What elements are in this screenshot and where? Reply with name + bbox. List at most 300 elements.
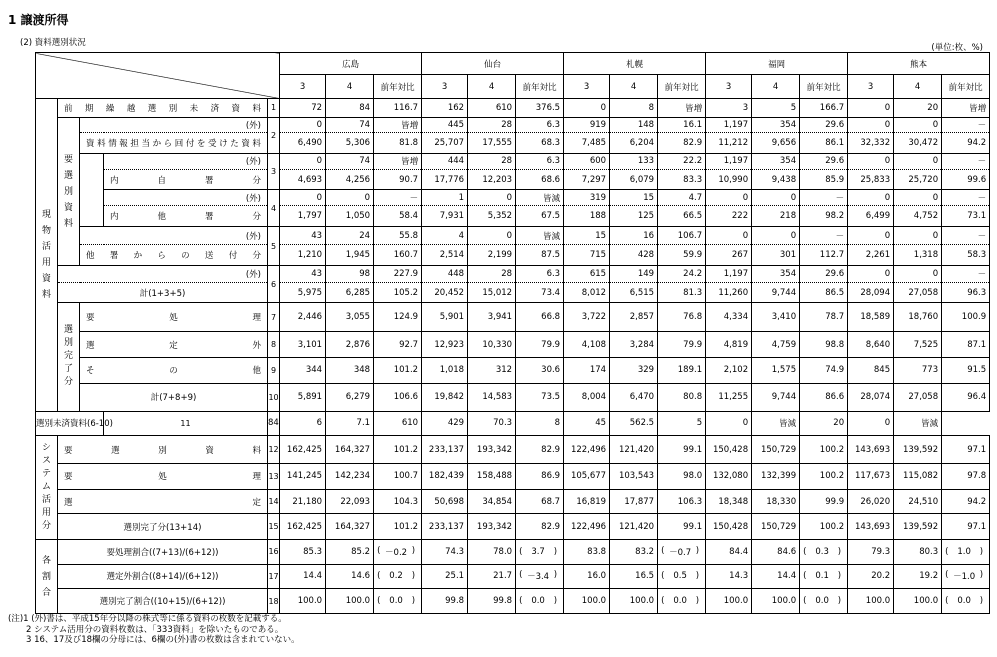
group-char: 要 (63, 154, 73, 165)
value-cell-hiroshima-ratio: 160.7 (374, 245, 422, 266)
row-number: 17 (268, 564, 280, 589)
value-cell-fukuoka-year-4: 0 (752, 190, 800, 206)
row-number: 2 (268, 117, 280, 153)
value-cell-sendai-year-4: 21.7 (468, 564, 516, 589)
value-cell-sapporo-year-4: 103,543 (610, 464, 658, 490)
value-cell-sapporo-ratio (658, 564, 706, 589)
paren-close: ) (695, 545, 700, 556)
city-header-kumamoto: 熊本 (848, 53, 990, 75)
value-cell-kumamoto-year-3: 0 (848, 227, 894, 245)
value-cell-sendai-year-4: 312 (468, 357, 516, 383)
value-cell-fukuoka-ratio (800, 589, 848, 614)
value-cell-kumamoto-year-3: 6,499 (848, 206, 894, 227)
value-cell-fukuoka-ratio: 100.2 (800, 436, 848, 464)
value-cell-kumamoto-year-4: 100.0 (894, 589, 942, 614)
value-cell-sendai-year-3: 25.1 (422, 564, 468, 589)
value-cell-sendai-year-3: 19,842 (422, 383, 468, 411)
value-cell-kumamoto-ratio: 97.1 (942, 436, 990, 464)
value-cell-sendai-year-3: 17,776 (422, 170, 468, 190)
value-cell-sendai-year-4: 0 (468, 190, 516, 206)
value-cell-hiroshima-year-3: 85.3 (280, 540, 326, 565)
table-row (36, 266, 990, 283)
label-char: 越 (126, 103, 136, 114)
table-row (36, 133, 990, 153)
label-char: の (169, 366, 178, 377)
group-system-label (36, 436, 58, 540)
value-cell-sapporo-year-4: 16 (610, 227, 658, 245)
value-cell-sapporo-ratio: 16.1 (658, 117, 706, 133)
value-cell-kumamoto-year-4: 27,058 (894, 383, 942, 411)
label-char: 内 (110, 175, 119, 186)
row-label-r10 (80, 383, 268, 411)
value-cell-hiroshima-year-4: 74 (326, 153, 374, 170)
value-cell-sendai-year-4: 17,555 (468, 133, 516, 153)
value-cell-kumamoto-year-4: 30,472 (894, 133, 942, 153)
value-cell-sapporo-ratio: 76.8 (658, 303, 706, 332)
group-char: 各 (41, 555, 51, 566)
group-char: 活 (41, 241, 51, 252)
value-cell-sendai-year-3: 445 (422, 117, 468, 133)
label-char: の (181, 251, 190, 262)
row-number: 16 (268, 540, 280, 565)
value-cell-kumamoto-year-4: 139,592 (894, 436, 942, 464)
value-cell-hiroshima-ratio: 92.7 (374, 332, 422, 358)
footnote-1: (注)1 (外)書は、平成15年分以降の株式等に係る資料の枚数を記載する。 (8, 614, 287, 624)
paren-close: ) (553, 546, 558, 557)
value-cell-sapporo-year-3: 0 (564, 98, 610, 117)
value-cell-fukuoka-year-3: 10,990 (706, 170, 752, 190)
value-cell-hiroshima-year-3: 21,180 (280, 489, 326, 514)
column-header-ratio-hiroshima: 前年対比 (374, 75, 422, 98)
value-cell-fukuoka-ratio: 98.8 (800, 332, 848, 358)
label-char: 署 (204, 212, 214, 223)
group-char: 分 (63, 377, 73, 388)
value-cell-kumamoto-year-4: 773 (894, 357, 942, 383)
value-cell-hiroshima-year-4: 14.6 (326, 564, 374, 589)
value-cell-hiroshima-year-4: 3,055 (326, 303, 374, 332)
value-cell-fukuoka-year-3: 14.3 (706, 564, 752, 589)
value-cell-hiroshima-year-3: 72 (280, 98, 326, 117)
value-cell-hiroshima-year-3: 2,446 (280, 303, 326, 332)
value-cell-sendai-year-4: 12,203 (468, 170, 516, 190)
value-cell-sapporo-ratio (658, 589, 706, 614)
group-char: 分 (41, 521, 51, 532)
value-cell-fukuoka-ratio: 78.7 (800, 303, 848, 332)
value-cell-sendai-ratio: 67.5 (516, 206, 564, 227)
value-cell-sapporo-ratio: 80.8 (658, 383, 706, 411)
label-char: 分 (252, 212, 261, 223)
value-cell-sendai-year-3: 99.8 (422, 589, 468, 614)
value-cell-kumamoto-year-4: 0 (894, 190, 942, 206)
value-cell-sendai-year-4: 158,488 (468, 464, 516, 490)
column-header-year-4-sendai: 4 (468, 75, 516, 98)
table-row (36, 190, 990, 206)
value-cell-sapporo-ratio: 66.5 (658, 206, 706, 227)
value-cell-hiroshima-year-3: 4,693 (280, 170, 326, 190)
label-char: 資 (205, 445, 214, 456)
paren-open: ( (661, 571, 665, 582)
value-cell-sapporo-ratio: 106.7 (658, 227, 706, 245)
label-char: 要 (64, 445, 73, 456)
ratio-value: 1.0 (957, 546, 971, 557)
value-cell-kumamoto-ratio: 87.1 (942, 332, 990, 358)
paren-close: ) (695, 571, 700, 582)
value-cell-kumamoto-ratio: － (942, 227, 990, 245)
value-cell-kumamoto-year-3: 18,589 (848, 303, 894, 332)
value-cell-sapporo-ratio: 189.1 (658, 357, 706, 383)
value-cell-hiroshima-year-4: 2,876 (326, 332, 374, 358)
label-char: 資 (86, 138, 95, 149)
row-number: 10 (268, 383, 280, 411)
value-cell-kumamoto-ratio: 100.9 (942, 303, 990, 332)
value-cell-sapporo-year-4: 6,204 (610, 133, 658, 153)
label-char: 要 (86, 313, 95, 324)
group-char: 用 (41, 508, 51, 519)
value-cell-sendai-year-3: 12,923 (422, 332, 468, 358)
group-yosenbetsu-label (58, 117, 80, 266)
row-number: 3 (268, 153, 280, 190)
value-cell-fukuoka-year-3: 1,197 (706, 117, 752, 133)
value-cell-fukuoka-year-3: 18,348 (706, 489, 752, 514)
value-cell-hiroshima-year-4: 4,256 (326, 170, 374, 190)
value-cell-fukuoka-ratio: 86.5 (800, 283, 848, 303)
table-row (36, 98, 990, 117)
value-cell-kumamoto-year-4: 80.3 (894, 540, 942, 565)
value-cell-fukuoka-year-3: 0 (706, 227, 752, 245)
row-label-r1 (58, 98, 268, 117)
label-char: 料 (97, 138, 106, 149)
value-cell-fukuoka-ratio: － (800, 227, 848, 245)
ratio-value: 0.0 (815, 596, 829, 607)
value-cell-fukuoka-ratio: 85.9 (800, 170, 848, 190)
column-header-year-4-kumamoto: 4 (894, 75, 942, 98)
label-char: 選 (111, 445, 120, 456)
label-char: 理 (252, 472, 261, 483)
row-label-r15 (58, 514, 268, 540)
table-row (36, 489, 990, 514)
ratio-value: 0.5 (673, 571, 687, 582)
gai-cell (104, 153, 268, 170)
value-cell-hiroshima-year-4: 5,306 (326, 133, 374, 153)
value-cell-sapporo-year-4: 6,515 (610, 283, 658, 303)
value-cell-hiroshima-year-4: 164,327 (326, 436, 374, 464)
value-cell-hiroshima-ratio: 58.4 (374, 206, 422, 227)
table-row (36, 206, 990, 227)
value-cell-sapporo-year-4: 148 (610, 117, 658, 133)
column-header-ratio-sendai: 前年対比 (516, 75, 564, 98)
selection-status-table (35, 52, 990, 614)
value-cell-kumamoto-ratio: 73.1 (942, 206, 990, 227)
value-cell-sapporo-ratio: 99.1 (658, 436, 706, 464)
label-char: 選 (64, 497, 73, 508)
value-cell-kumamoto-year-3: 0 (848, 266, 894, 283)
value-cell-sendai-ratio (516, 589, 564, 614)
label-char: 他 (252, 366, 261, 377)
value-cell-sendai-year-3: 74.3 (422, 540, 468, 565)
paren-close: ) (979, 546, 984, 557)
value-cell-kumamoto-ratio (942, 540, 990, 565)
table-row (36, 383, 990, 411)
label-char: 要 (64, 472, 73, 483)
paren-close: ) (411, 571, 416, 582)
value-cell-sapporo-year-3: 715 (564, 245, 610, 266)
value-cell-kumamoto-ratio (942, 589, 990, 614)
row-label-r3 (104, 170, 268, 190)
group-genbutsu-label (36, 98, 58, 411)
label-char: ら (163, 138, 173, 149)
value-cell-sendai-year-3: 444 (422, 153, 468, 170)
value-cell-kumamoto-year-4: 115,082 (894, 464, 942, 490)
table-row (36, 411, 990, 436)
ratio-value: －1.0 (953, 572, 976, 583)
row-label-text: 選別完了分(13+14) (123, 522, 202, 533)
value-cell-fukuoka-ratio: 86.1 (800, 133, 848, 153)
paren-close: ) (553, 570, 558, 581)
value-cell-hiroshima-ratio: 55.8 (374, 227, 422, 245)
row-number: 8 (268, 332, 280, 358)
value-cell-sapporo-year-4: 8 (610, 98, 658, 117)
value-cell-kumamoto-year-3: 143,693 (848, 514, 894, 540)
table-row (36, 589, 990, 614)
group-char: 選 (63, 170, 73, 181)
value-cell-sendai-ratio: 68.6 (516, 170, 564, 190)
value-cell-kumamoto-year-4: 4,752 (894, 206, 942, 227)
paren-close: ) (411, 545, 416, 556)
row-label-text: 選別未済資料(6-10) (36, 419, 113, 430)
row-label-r13 (58, 464, 268, 490)
label-char: 情 (108, 138, 117, 149)
value-cell-sapporo-year-4: 17,877 (610, 489, 658, 514)
label-char: 外 (252, 340, 261, 351)
group-char: テ (41, 469, 51, 480)
label-char: 理 (252, 313, 261, 324)
value-cell-hiroshima-year-3: 162,425 (280, 436, 326, 464)
value-cell-sapporo-year-3: 16.0 (564, 564, 610, 589)
value-cell-fukuoka-year-4: 0 (706, 411, 752, 436)
value-cell-sapporo-year-3: 16,819 (564, 489, 610, 514)
value-cell-sapporo-year-4: 149 (610, 266, 658, 283)
gai-cell (104, 190, 268, 206)
value-cell-sapporo-year-4: 6,079 (610, 170, 658, 190)
value-cell-kumamoto-year-4: 0 (894, 153, 942, 170)
value-cell-sendai-year-3: 233,137 (422, 514, 468, 540)
label-char: 資 (231, 103, 241, 114)
paren-open: ( (377, 596, 381, 607)
label-char: 分 (252, 175, 261, 186)
value-cell-fukuoka-year-3: 267 (706, 245, 752, 266)
paren-close: ) (695, 596, 700, 607)
value-cell-sendai-year-4: 429 (422, 411, 468, 436)
value-cell-sendai-year-3: 2,514 (422, 245, 468, 266)
value-cell-hiroshima-ratio: 227.9 (374, 266, 422, 283)
value-cell-hiroshima-year-3: 344 (280, 357, 326, 383)
footnote-2: 2 システム活用分の資料枚数は、「333資料」を除いたものである。 (26, 624, 284, 635)
value-cell-fukuoka-year-3: 150,428 (706, 436, 752, 464)
value-cell-sendai-ratio: 6.3 (516, 153, 564, 170)
value-cell-hiroshima-year-4: 100.0 (326, 589, 374, 614)
value-cell-sapporo-ratio: 82.9 (658, 133, 706, 153)
value-cell-kumamoto-ratio: － (942, 266, 990, 283)
gai-label: (外) (245, 231, 261, 242)
value-cell-fukuoka-year-3: 84.4 (706, 540, 752, 565)
value-cell-fukuoka-year-4: 301 (752, 245, 800, 266)
group-char: 料 (63, 218, 73, 229)
value-cell-sendai-year-4: 28 (468, 117, 516, 133)
row-label-text: 選定外割合((8+14)/(6+12)) (106, 572, 219, 583)
column-header-ratio-kumamoto: 前年対比 (942, 75, 990, 98)
value-cell-kumamoto-ratio: 96.4 (942, 383, 990, 411)
value-cell-hiroshima-year-3: 3,101 (280, 332, 326, 358)
value-cell-fukuoka-year-4: 9,438 (752, 170, 800, 190)
column-header-year-3-sapporo: 3 (564, 75, 610, 98)
column-header-year-4-sapporo: 4 (610, 75, 658, 98)
value-cell-kumamoto-ratio: 96.3 (942, 283, 990, 303)
page-title: 1 譲渡所得 (8, 13, 69, 27)
value-cell-hiroshima-year-4: 6,279 (326, 383, 374, 411)
gai-label: (外) (245, 121, 261, 132)
group-char: シ (41, 443, 51, 454)
column-header-ratio-sapporo: 前年対比 (658, 75, 706, 98)
table-row (36, 564, 990, 589)
value-cell-fukuoka-ratio: 29.6 (800, 266, 848, 283)
row-number: 5 (268, 227, 280, 266)
label-char: 送 (204, 251, 214, 262)
paren-open: ( (519, 546, 523, 557)
label-char: 署 (109, 251, 119, 262)
value-cell-sapporo-ratio: 皆増 (658, 98, 706, 117)
value-cell-sendai-year-3: 182,439 (422, 464, 468, 490)
value-cell-sendai-year-3: 7,931 (422, 206, 468, 227)
value-cell-sapporo-year-3: 4,108 (564, 332, 610, 358)
label-char: け (219, 138, 228, 149)
value-cell-sapporo-ratio: 4.7 (658, 190, 706, 206)
value-cell-hiroshima-ratio: 105.2 (374, 283, 422, 303)
value-cell-sendai-ratio: 73.5 (516, 383, 564, 411)
value-cell-sendai-ratio (516, 564, 564, 589)
group-char: 現 (41, 209, 51, 220)
label-char: 付 (185, 138, 195, 149)
group-char: 完 (63, 351, 73, 362)
value-cell-sapporo-year-3: 319 (564, 190, 610, 206)
row-label-r7 (80, 303, 268, 332)
value-cell-sapporo-year-4: 133 (610, 153, 658, 170)
value-cell-sapporo-year-3: 83.8 (564, 540, 610, 565)
value-cell-fukuoka-year-3: 2,102 (706, 357, 752, 383)
value-cell-sapporo-ratio: 81.3 (658, 283, 706, 303)
value-cell-sapporo-year-3: 7,485 (564, 133, 610, 153)
label-char: 選 (147, 103, 157, 114)
group-char: 了 (63, 364, 73, 375)
ratio-value: 0.0 (957, 596, 971, 607)
column-header-ratio-fukuoka: 前年対比 (800, 75, 848, 98)
value-cell-hiroshima-year-3: 14.4 (280, 564, 326, 589)
value-cell-hiroshima-year-3: 5,891 (280, 383, 326, 411)
value-cell-sapporo-ratio (658, 540, 706, 565)
value-cell-fukuoka-year-3: 5 (658, 411, 706, 436)
paren-open: ( (661, 545, 665, 556)
value-cell-sapporo-year-3: 15 (564, 227, 610, 245)
value-cell-sendai-year-4: 15,012 (468, 283, 516, 303)
row-number: 4 (268, 190, 280, 227)
value-cell-hiroshima-ratio: 101.2 (374, 436, 422, 464)
value-cell-sapporo-year-4: 100.0 (610, 589, 658, 614)
value-cell-kumamoto-ratio: 99.6 (942, 170, 990, 190)
value-cell-sendai-ratio: 79.9 (516, 332, 564, 358)
value-cell-fukuoka-year-4: 18,330 (752, 489, 800, 514)
ratio-value: 0.0 (531, 596, 545, 607)
paren-open: ( (945, 596, 949, 607)
paren-open: ( (377, 545, 381, 556)
row-label-r5 (80, 245, 268, 266)
value-cell-kumamoto-year-3: 20.2 (848, 564, 894, 589)
value-cell-kumamoto-year-3: 143,693 (848, 436, 894, 464)
value-cell-hiroshima-year-4: 6,285 (326, 283, 374, 303)
value-cell-kumamoto-year-4: 19.2 (894, 564, 942, 589)
value-cell-kumamoto-year-4: 24,510 (894, 489, 942, 514)
value-cell-sendai-ratio: 87.5 (516, 245, 564, 266)
row-number: 13 (268, 464, 280, 490)
value-cell-fukuoka-year-3: 0 (706, 190, 752, 206)
paren-open: ( (945, 546, 949, 557)
value-cell-sendai-year-3: 20,452 (422, 283, 468, 303)
column-header-year-3-sendai: 3 (422, 75, 468, 98)
value-cell-fukuoka-year-3: 4,334 (706, 303, 752, 332)
label-char: 処 (169, 313, 178, 324)
value-cell-sapporo-year-3: 919 (564, 117, 610, 133)
value-cell-hiroshima-ratio (374, 589, 422, 614)
label-char: 当 (141, 138, 150, 149)
value-cell-sendai-ratio: 皆減 (516, 190, 564, 206)
value-cell-hiroshima-year-4: 24 (326, 227, 374, 245)
value-cell-sendai-year-3: 4 (422, 227, 468, 245)
value-cell-hiroshima-ratio: 106.6 (374, 383, 422, 411)
value-cell-fukuoka-year-4: 100.0 (752, 589, 800, 614)
table-row (36, 117, 990, 133)
value-cell-sendai-year-4: 78.0 (468, 540, 516, 565)
value-cell-sapporo-year-3: 105,677 (564, 464, 610, 490)
label-char: 内 (110, 212, 119, 223)
value-cell-sendai-year-4: 28 (468, 153, 516, 170)
group-char: 資 (41, 273, 51, 284)
value-cell-sapporo-year-3: 8,004 (564, 383, 610, 411)
value-cell-kumamoto-ratio: 91.5 (942, 357, 990, 383)
value-cell-kumamoto-year-3: 117,673 (848, 464, 894, 490)
group-char: 用 (41, 257, 51, 268)
row-label-r18 (58, 589, 268, 614)
label-char: た (230, 138, 239, 149)
label-char: 別 (168, 103, 178, 114)
row-label-r11 (36, 411, 113, 436)
value-cell-fukuoka-year-3: 1,197 (706, 266, 752, 283)
value-cell-sendai-ratio: 86.9 (516, 464, 564, 490)
group-char: 別 (63, 186, 73, 197)
value-cell-sendai-ratio: 66.8 (516, 303, 564, 332)
paren-close: ) (979, 596, 984, 607)
value-cell-sendai-year-3: 1,018 (422, 357, 468, 383)
value-cell-fukuoka-ratio: 74.9 (800, 357, 848, 383)
value-cell-hiroshima-ratio: 104.3 (374, 489, 422, 514)
value-cell-sendai-ratio: 70.3 (468, 411, 516, 436)
row-label-text: 計(1+3+5) (139, 288, 186, 299)
value-cell-hiroshima-ratio: 90.7 (374, 170, 422, 190)
table-row (36, 464, 990, 490)
ratio-value: 0.3 (815, 546, 829, 557)
value-cell-kumamoto-year-4: 20 (894, 98, 942, 117)
value-cell-kumamoto-year-4: 18,760 (894, 303, 942, 332)
gai-cell (58, 266, 268, 283)
value-cell-sapporo-year-4: 121,420 (610, 514, 658, 540)
value-cell-sapporo-year-3: 3,722 (564, 303, 610, 332)
